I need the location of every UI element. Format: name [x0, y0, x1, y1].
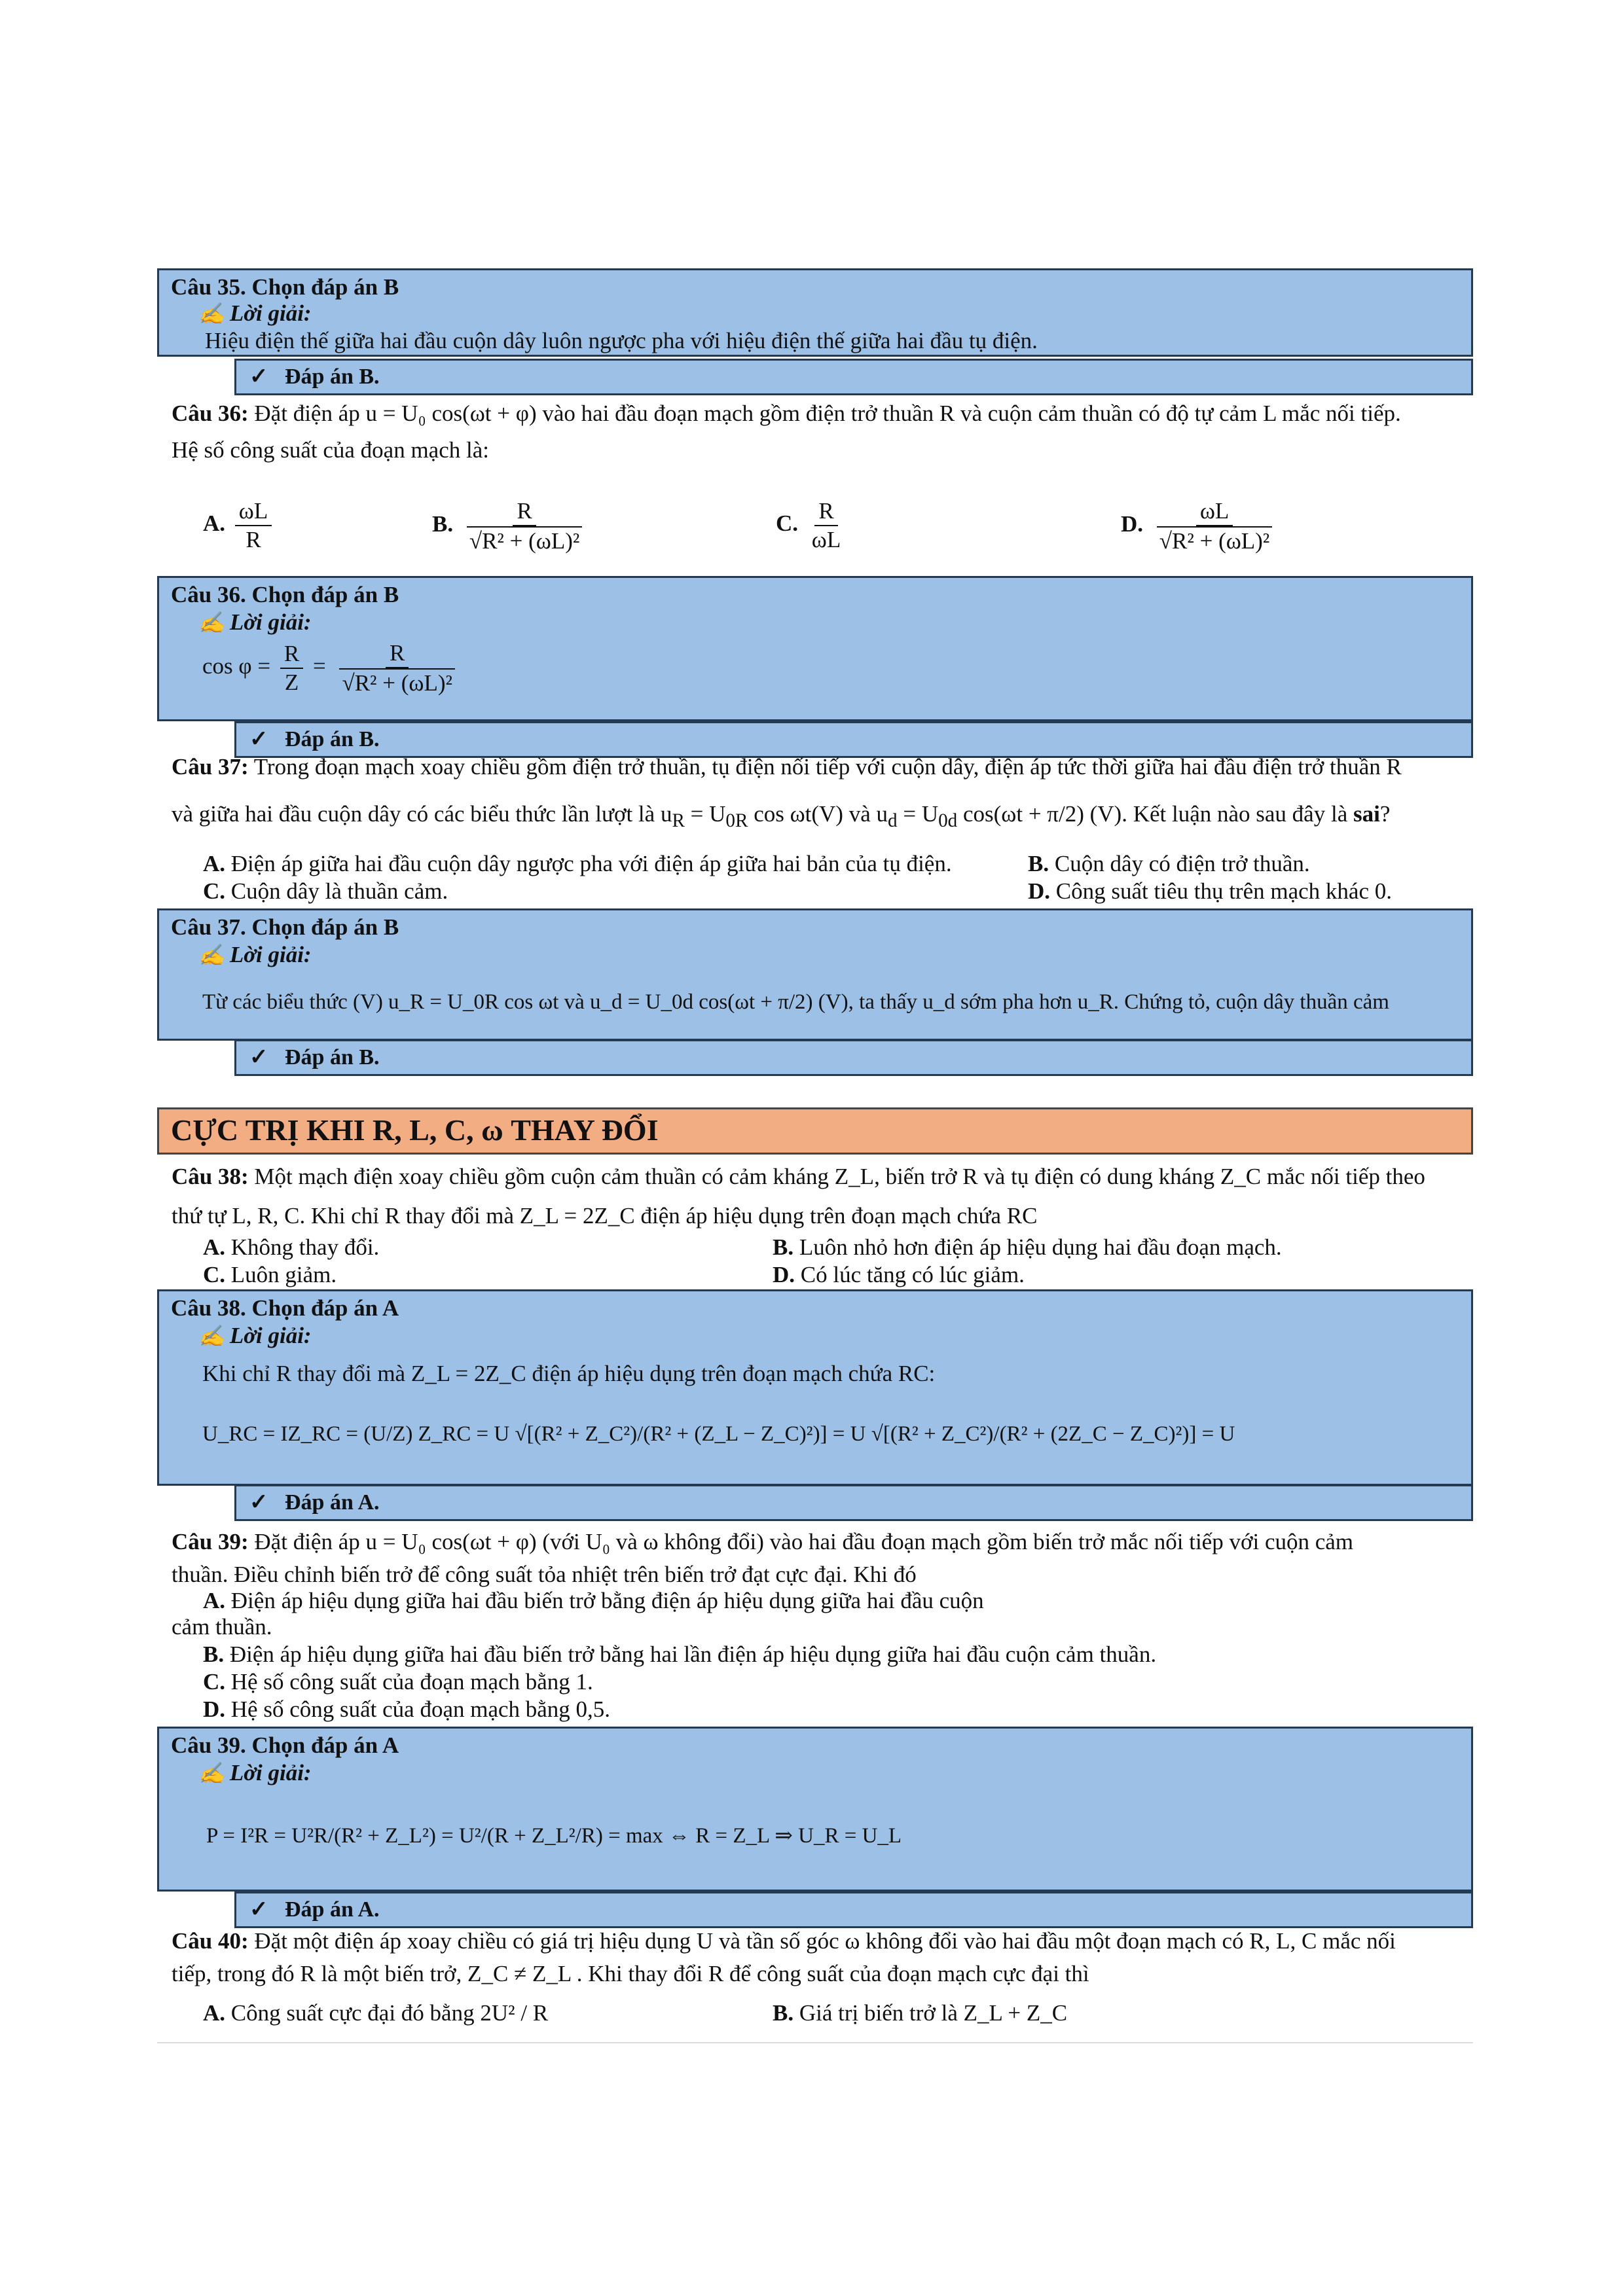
solution-box-35	[157, 268, 1473, 357]
option-36-d: D. ωL √ R² + (ωL)²	[1121, 497, 1280, 555]
question-36-line2: Hệ số công suất của đoạn mạch là:	[172, 437, 489, 463]
question-36: Câu 36: Đặt điện áp u = U₀ cos(ωt + φ) vào hai đầu đoạn mạch gồm điện trở thuần R và cuộn cảm thuần có độ tự cảm L mắc nối tiếp.	[172, 401, 1401, 426]
question-38-line2: thứ tự L, R, C. Khi chỉ R thay đổi mà Z_L = 2Z_C điện áp hiệu dụng trên đoạn mạch chứa RC	[172, 1203, 1038, 1229]
solution-title: Câu 35. Chọn đáp án B	[171, 274, 399, 300]
option-37-d: D. Công suất tiêu thụ trên mạch khác 0.	[1028, 878, 1392, 904]
loi-giai-label: ✍ Lời giải:	[198, 1760, 312, 1785]
option-36-a: A. $\frac{\omega L}{R}$	[203, 497, 276, 554]
question-37: Câu 37: Trong đoạn mạch xoay chiều gồm điện trở thuần, tụ điện nối tiếp với cuộn dây, điện áp tức thời giữa hai đầu điện trở thuần R	[172, 754, 1402, 780]
solution-formula: P = I²R = U²R/(R² + Z_L²) = U²/(R + Z_L²/R) = max ⇔ R = Z_L ⇒ U_R = U_L	[206, 1824, 902, 1848]
pen-icon: ✍	[198, 1324, 230, 1348]
question-40: Câu 40: Đặt một điện áp xoay chiều có giá trị hiệu dụng U và tần số góc ω không đổi vào hai đầu một đoạn mạch có R, L, C mắc nối	[172, 1928, 1396, 1954]
solution-box-36	[157, 576, 1473, 721]
divider	[157, 2042, 1473, 2043]
option-39-c: C. Hệ số công suất của đoạn mạch bằng 1.	[203, 1669, 593, 1695]
question-40-line2: tiếp, trong đó R là một biến trở, Z_C ≠ Z_L . Khi thay đổi R để công suất của đoạn mạch cực đại thì	[172, 1961, 1089, 1986]
solution-box-38	[157, 1289, 1473, 1486]
solution-text: Từ các biểu thức (V) u_R = U_0R cos ωt và u_d = U_0d cos(ωt + π/2) (V), ta thấy u_d sớm pha hơn u_R. Chứng tỏ, cuộn dây thuần cảm	[202, 990, 1389, 1014]
check-icon: ✓	[249, 1490, 274, 1515]
check-icon: ✓	[249, 1897, 274, 1922]
option-38-d: D. Có lúc tăng có lúc giảm.	[773, 1262, 1025, 1287]
solution-title: Câu 39. Chọn đáp án A	[171, 1732, 399, 1758]
option-37-b: B. Cuộn dây có điện trở thuần.	[1028, 851, 1310, 876]
answer-bar-37: ✓ Đáp án B.	[234, 1039, 1473, 1076]
solution-title: Câu 38. Chọn đáp án A	[171, 1295, 399, 1321]
pen-icon: ✍	[198, 1761, 230, 1785]
loi-giai-label: ✍ Lời giải:	[198, 300, 312, 326]
solution-title: Câu 36. Chọn đáp án B	[171, 582, 399, 607]
loi-giai-label: ✍ Lời giải:	[198, 1323, 312, 1348]
answer-bar-35: ✓ Đáp án B.	[234, 359, 1473, 395]
question-39-line2: thuần. Điều chỉnh biến trở để công suất tỏa nhiệt trên biến trở đạt cực đại. Khi đó	[172, 1562, 917, 1587]
section-heading: CỰC TRỊ KHI R, L, C, ω THAY ĐỔI	[157, 1107, 1473, 1155]
solution-text: Hiệu điện thế giữa hai đầu cuộn dây luôn ngược pha với hiệu điện thế giữa hai đầu tụ điện.	[205, 328, 1038, 353]
pen-icon: ✍	[198, 302, 230, 325]
solution-formula: cos φ = $\frac{R}{Z}$ = R √ R² + (ωL)²	[202, 639, 463, 697]
loi-giai-label: ✍ Lời giải:	[198, 942, 312, 967]
answer-bar-38: ✓ Đáp án A.	[234, 1484, 1473, 1521]
solution-title: Câu 37. Chọn đáp án B	[171, 914, 399, 940]
solution-box-37	[157, 908, 1473, 1041]
solution-formula: U_RC = IZ_RC = (U/Z) Z_RC = U √[(R² + Z_C²)/(R² + (Z_L − Z_C)²)] = U √[(R² + Z_C²)/(R² + (2Z_C − Z_C)²)] = U	[202, 1422, 1235, 1446]
option-36-b: B. R √ R² + (ωL)²	[432, 497, 590, 555]
option-40-a: A. Công suất cực đại đó bằng 2U² / R	[203, 2000, 549, 2026]
question-38: Câu 38: Một mạch điện xoay chiều gồm cuộn cảm thuần có cảm kháng Z_L, biến trở R và tụ điện có dung kháng Z_C mắc nối tiếp theo	[172, 1164, 1425, 1189]
answer-bar-36: ✓ Đáp án B.	[234, 721, 1473, 758]
check-icon: ✓	[249, 365, 274, 389]
question-39: Câu 39: Đặt điện áp u = U₀ cos(ωt + φ) (với U₀ và ω không đổi) vào hai đầu đoạn mạch gồm biến trở mắc nối tiếp với cuộn cảm	[172, 1529, 1354, 1554]
check-icon: ✓	[249, 1045, 274, 1069]
option-40-b: B. Giá trị biến trở là Z_L + Z_C	[773, 2000, 1068, 2026]
question-37-line2: và giữa hai đầu cuộn dây có các biểu thức lần lượt là $u_R = U_{0R}$ cos ωt(V) và $u_d = U_{0d}$ cos(ωt + π/2) (V). Kết luận nào sau đây là sai?	[172, 801, 1391, 831]
option-38-c: C. Luôn giảm.	[203, 1262, 337, 1287]
option-37-a: A. Điện áp giữa hai đầu cuộn dây ngược pha với điện áp giữa hai bản của tụ điện.	[203, 851, 952, 876]
option-39-a: A. Điện áp hiệu dụng giữa hai đầu biến trở bằng điện áp hiệu dụng giữa hai đầu cuộn	[203, 1588, 984, 1613]
option-38-a: A. Không thay đổi.	[203, 1234, 380, 1260]
option-39-d: D. Hệ số công suất của đoạn mạch bằng 0,5.	[203, 1696, 611, 1722]
option-37-c: C. Cuộn dây là thuần cảm.	[203, 878, 448, 904]
option-39-a-cont: cảm thuần.	[172, 1614, 272, 1640]
option-36-c: C. $\frac{R}{\omega L}$	[776, 498, 841, 552]
pen-icon: ✍	[198, 943, 230, 967]
check-icon: ✓	[249, 727, 274, 751]
pen-icon: ✍	[198, 611, 230, 634]
option-38-b: B. Luôn nhỏ hơn điện áp hiệu dụng hai đầu đoạn mạch.	[773, 1234, 1282, 1260]
answer-bar-39: ✓ Đáp án A.	[234, 1892, 1473, 1928]
solution-box-39	[157, 1727, 1473, 1892]
option-39-b: B. Điện áp hiệu dụng giữa hai đầu biến trở bằng hai lần điện áp hiệu dụng giữa hai đầu cuộn cảm thuần.	[203, 1641, 1157, 1667]
loi-giai-label: ✍ Lời giải:	[198, 609, 312, 635]
solution-text: Khi chỉ R thay đổi mà Z_L = 2Z_C điện áp hiệu dụng trên đoạn mạch chứa RC:	[202, 1361, 936, 1386]
